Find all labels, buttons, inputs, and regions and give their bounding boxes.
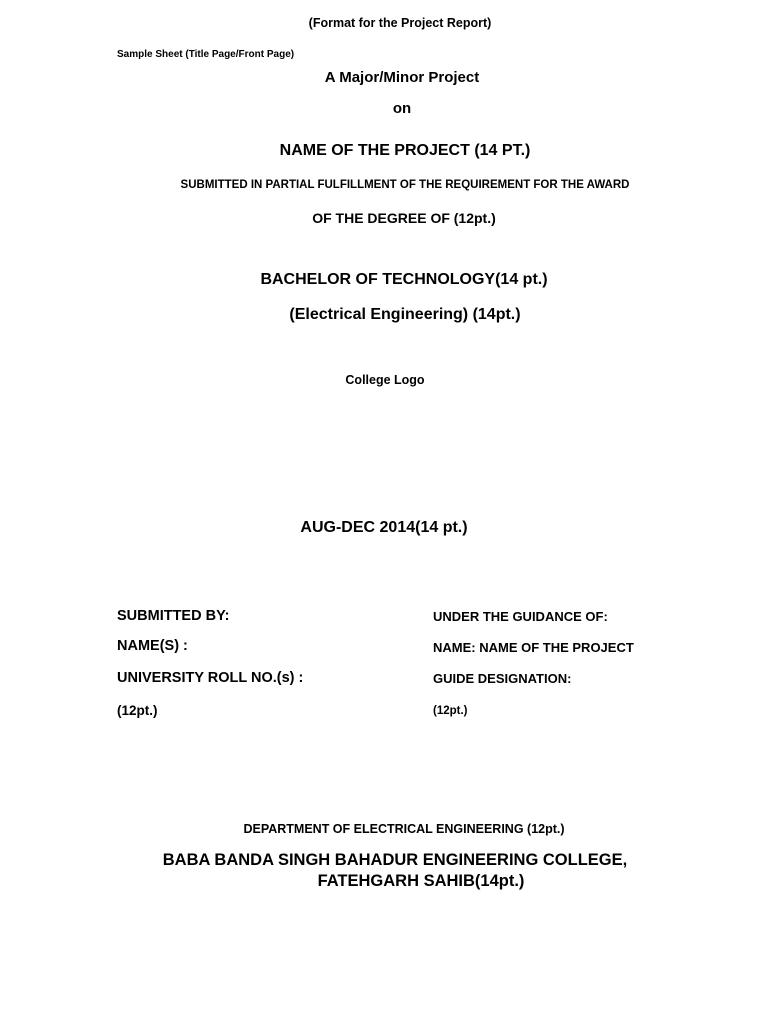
roll-number-label: UNIVERSITY ROLL NO.(s) :	[117, 670, 304, 686]
submitted-size-note: (12pt.)	[117, 703, 158, 718]
session-date: AUG-DEC 2014(14 pt.)	[300, 519, 468, 536]
guide-designation-label: GUIDE DESIGNATION:	[433, 671, 572, 686]
college-name-line-2: FATEHGARH SAHIB(14pt.)	[317, 872, 525, 890]
degree-of-text: OF THE DEGREE OF (12pt.)	[312, 210, 496, 226]
student-names-label: NAME(S) :	[117, 638, 188, 654]
format-note: (Format for the Project Report)	[308, 16, 492, 30]
college-name-line-1: BABA BANDA SINGH BAHADUR ENGINEERING COLLEGE,	[162, 851, 628, 869]
submitted-by-heading: SUBMITTED BY:	[117, 608, 230, 624]
college-logo-placeholder: College Logo	[345, 373, 425, 387]
guidance-size-note: (12pt.)	[433, 705, 468, 717]
project-name-title: NAME OF THE PROJECT (14 PT.)	[279, 142, 531, 159]
project-kind-title: A Major/Minor Project	[324, 69, 480, 86]
sample-sheet-label: Sample Sheet (Title Page/Front Page)	[117, 49, 295, 60]
guide-name-label: NAME: NAME OF THE PROJECT	[433, 640, 634, 655]
on-word: on	[392, 100, 412, 117]
guidance-heading: UNDER THE GUIDANCE OF:	[433, 609, 608, 624]
degree-name: BACHELOR OF TECHNOLOGY(14 pt.)	[260, 271, 548, 288]
partial-fulfillment-text: SUBMITTED IN PARTIAL FULFILLMENT OF THE REQUIREMENT FOR THE AWARD	[180, 179, 630, 191]
branch-name: (Electrical Engineering) (14pt.)	[289, 306, 521, 323]
department-name: DEPARTMENT OF ELECTRICAL ENGINEERING (12pt.)	[243, 822, 565, 836]
